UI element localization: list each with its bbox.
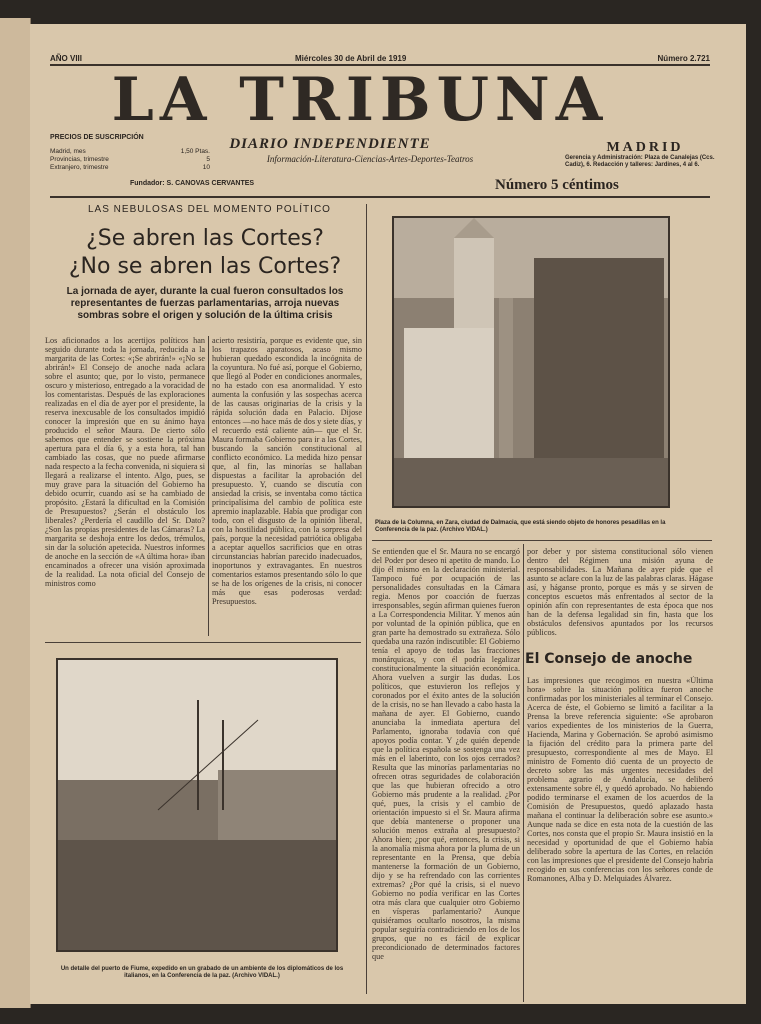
article-column-1: Los aficionados a los acertijos políticos han seguido durante toda la jornada, reducida a la margarita de las Cortes: «¡Se abrirán!» «¡No se abrirán!» El Consejo de anoche nada aclara sobre el asunto; que, por lo visto, permanece oscuro y misterioso, entregado a la voracidad de los comentaristas. Después de las exploraciones realizadas en el día de ayer por el presidente, la reserva inexcusable de los consultados impidió conocer la impresión que en su ánimo haya producido el señor Maura. De cierto sólo sabemos que entender se sostiene la próxima apertura para el día 6, y a esta hora, tal han cambiado las cosas, que no puede afirmarse nada respecto a la fecha convenida, ni siquiera si llegará a realizarse el intento. Algo, pues, se muy grave para la situación del Gobierno ha debido ocurrir, cuando así se ha cambiado de propósito. ¿Estará la dificultad en la Comisión de Presupuestos? ¿Serán el obstáculo los liberales? ¿Perdería el caudillo del Sr. Dato? ¿Son las propias presidentes de las Cámaras? La margarita se deshoja entre los dedos, trémulos, sin dar la solución apetecida. Nuestros informes de anoche en la sección de «A última hora» iban encaminados a ofrecer una visión aproximada de la realidad. La nota oficial del Consejo de ministros como <box>45 336 205 588</box>
masthead-title: LA TRIBUNA <box>111 65 609 135</box>
article-kicker: LAS NEBULOSAS DEL MOMENTO POLÍTICO <box>88 204 331 215</box>
headline-line-2: ¿No se abren las Cortes? <box>68 254 342 279</box>
masthead-subtitle: DIARIO INDEPENDIENTE <box>229 136 431 152</box>
photo-zara-square <box>392 216 670 508</box>
column-divider <box>208 336 209 636</box>
issue-number: Número 2.721 <box>657 54 710 63</box>
photo-top-caption: Plaza de la Columna, en Zara, ciudad de Dalmacia, que está siendo objeto de honores pesadillas en la Conferencia de la paz. (Archivo VIDAL.) <box>375 520 666 533</box>
headline-line-1: ¿Se abren las Cortes? <box>86 226 324 251</box>
subscription-row: Extranjero, trimestre 10 <box>50 164 210 171</box>
subscription-prices <box>50 134 210 172</box>
photo-fiume-port <box>56 658 338 952</box>
issue-price: Número 5 céntimos <box>495 177 619 193</box>
subscription-row: Provincias, trimestre 5 <box>50 156 210 163</box>
masthead-tagline: Información-Literatura-Ciencias-Artes-Deportes-Teatros <box>266 154 474 164</box>
consejo-headline: El Consejo de anoche <box>525 651 693 667</box>
address-block: Gerencia y Administración: Plaza de Canalejas (Ccs. Cadiz), 6. Redacción y talleres: Jardines, 4 al 6. <box>565 155 715 168</box>
column-divider <box>523 544 524 1002</box>
photo-bottom-caption: Un detalle del puerto de Fiume, expedido en un grabado de un ambiente de los diplomáticos de los italianos, en la Conferencia de la paz. (Archivo VIDAL.) <box>60 966 344 979</box>
article-column-4: por deber y por sistema constitucional sólo vienen dentro del Régimen una misión ayuna de responsabilidades. La Mañana de ayer pide que el asunto se aclare con la luz de las palabras claras. Hágase así, y háganse pronto, porque es más y se sirven de conceptos escuetos más enfrentados al sector de la opinión afín con representantes de esta época que nos han de la defensa legalidad sin fin, hasta que los obstáculos defensivos apuntados por los recursos públicos. <box>527 547 713 637</box>
article-column-2: acierto resistiría, porque es evidente que, sin los trapazos aparatosos, acaso mismo hubieran quedado escondida la incógnita de la coyuntura. No fué así, porque el Gobierno, que llegó al Poder en condiciones anormales, no ha estado con esa anormalidad. Y esto aumenta la confusión y las sospechas acerca de las causas originarias de la crisis y la rápida solución dada en Palacio. Dijose entonces —no hace más de dos y siete días, y el recuerdo está caliente aún— que el Sr. Maura formaba Gobierno para ir a las Cortes, buscando la sanción constitucional al conflicto económico. La medida hizo pensar que, al fin, las minorías se hallaban dispuestas a facilitar la aprobación del presupuesto. Y, cuando se discutía con ansiedad la crisis, se inventaba como táctica principalísima del cambio de política este apremio inaplazable. Había que prodigar con todo, con el disgusto de la opinión liberal, con la hostilidad pública, con la sorpresa del país, porque la necesidad patriótica obligaba a aceptar aquellos sacrificios que en otras circunstancias habrían parecido inadecuados, inoportunos y extravagantes. En nuestros comentarios estamos presentando sólo lo que se ha de los orígenes de la crisis, ni conocer más que esas poderosas verdad: Presupuestos. <box>212 336 362 606</box>
newspaper-page <box>30 24 746 1004</box>
photo-zara-illustration <box>394 218 668 506</box>
column-divider <box>366 204 367 994</box>
date-label: Miércoles 30 de Abril de 1919 <box>295 54 407 63</box>
photo-fiume-illustration <box>58 660 336 950</box>
section-rule <box>45 642 361 643</box>
founder-line: Fundador: S. CANOVAS CERVANTES <box>130 180 255 187</box>
section-rule <box>372 540 712 541</box>
article-lead: La jornada de ayer, durante la cual fueron consultados los representantes de fuerzas parlamentarias, arroja nuevas sombras sobre el origen y solución de la última crisis <box>66 286 344 321</box>
article-column-3: Se entienden que el Sr. Maura no se encargó del Poder por deseo ni apetito de mando. Lo dijo él mismo en la declaración ministerial. Tampoco fué por ocupación de las personalidades consultadas en la Cámara regia. Menos por coacción de fuerzas irresponsables, según afirman quienes fueron a La Correspondencia Militar. Y menos aún por voluntad de la opinión pública, que en gran parte ha demostrado su extrañeza. Sólo quedaba una razón indiscutible: El Gobierno tenía el apoyo de todas las fracciones monárquicas, y con él podría legalizar constitucionalmente la situación económica. Ahora vuelven a surgir las dudas. Los políticos, que estuvieron los reflejos y coronados por el éxito antes de la solución de la crisis, no se han llevado a cabo hasta la mañana de ayer. El Gobierno, cuando anunciaba la inmediata apertura del Parlamento, ignoraba todavía con qué apoyos podía contar. Y ¿de quién depende que la política española se sostenga una vez más en el laberinto, con los ojos cerrados? Resulta que las minorías parlamentarias no ofrecen otras seguridades de colaboración que las que hubieran ofrecido a otro Gobierno más prudente a la realidad. ¿Por qué, pues, la crisis y el cambio de orientación impuesto si el Sr. Maura afirma que debía mantenerse o proponer una solución menos extraña al presupuesto? Ahora bien; ¿por qué, entonces, la crisis, si la anomalía misma ahora por la pluma de un representante en la Prensa, que debía mantenerse la formación de un Gobierno, dijo y se ha refrendado con las corrientes extremas? ¿Por qué la crisis, si el nuevo Gobierno no podía verificar en las Cortes otra más clara que cualquier otro Gobierno en vísperas parlamentario? Aunque quisiéramos ocultarlo nosotros, la misma popular seguiría contradiciendo en los de los grupos, que no es fácil de explicar precondicionado de determinados factores que <box>372 547 520 961</box>
city-label: MADRID <box>606 140 684 155</box>
header-rule-bottom <box>50 196 710 198</box>
year-label: AÑO VIII <box>50 54 83 63</box>
subscription-heading: PRECIOS DE SUSCRIPCIÓN <box>50 134 144 141</box>
adjacent-page-edge <box>0 18 31 1008</box>
consejo-text: Las impresiones que recogimos en nuestra «Última hora» sobre la situación política fueron anoche confirmadas por los ministeriales al terminar el Consejo. Acerca de éste, el Gobierno se limitó a facilitar a la Prensa la breve referencia siguiente: «Se aprobaron varios expedientes de los ministerios de la Guerra, Hacienda, Marina y Gobernación. Se aprobó asimismo la fijación del crédito para la primera parte del presupuesto, correspondiente al mes de Mayo. El ministro de Fomento dió cuenta de un proyecto de decreto sobre las más urgentes necesidades del problema agrario de Andalucía, se deliberó extensamente sobre él, y quedó aprobado. No habiendo podido terminarse el examen de los acuerdos de la Comisión de Presupuestos, quedó aplazado hasta mañana el continuar la deliberación sobre ese asunto.» Aunque nada se dice en esta nota de la cuestión de las Cortes, nos consta que el propio Sr. Maura insistió en la necesidad y oportunidad de que el Gobierno había deliberado sobre la apertura de las Cortes, en relación con las impresiones que el presidente del Consejo habría recogido en sus conferencias con los señores conde de Romanones, Alba y D. Melquiades Álvarez. <box>527 676 713 883</box>
subscription-row: Madrid, mes 1,50 Ptas. <box>50 148 210 155</box>
